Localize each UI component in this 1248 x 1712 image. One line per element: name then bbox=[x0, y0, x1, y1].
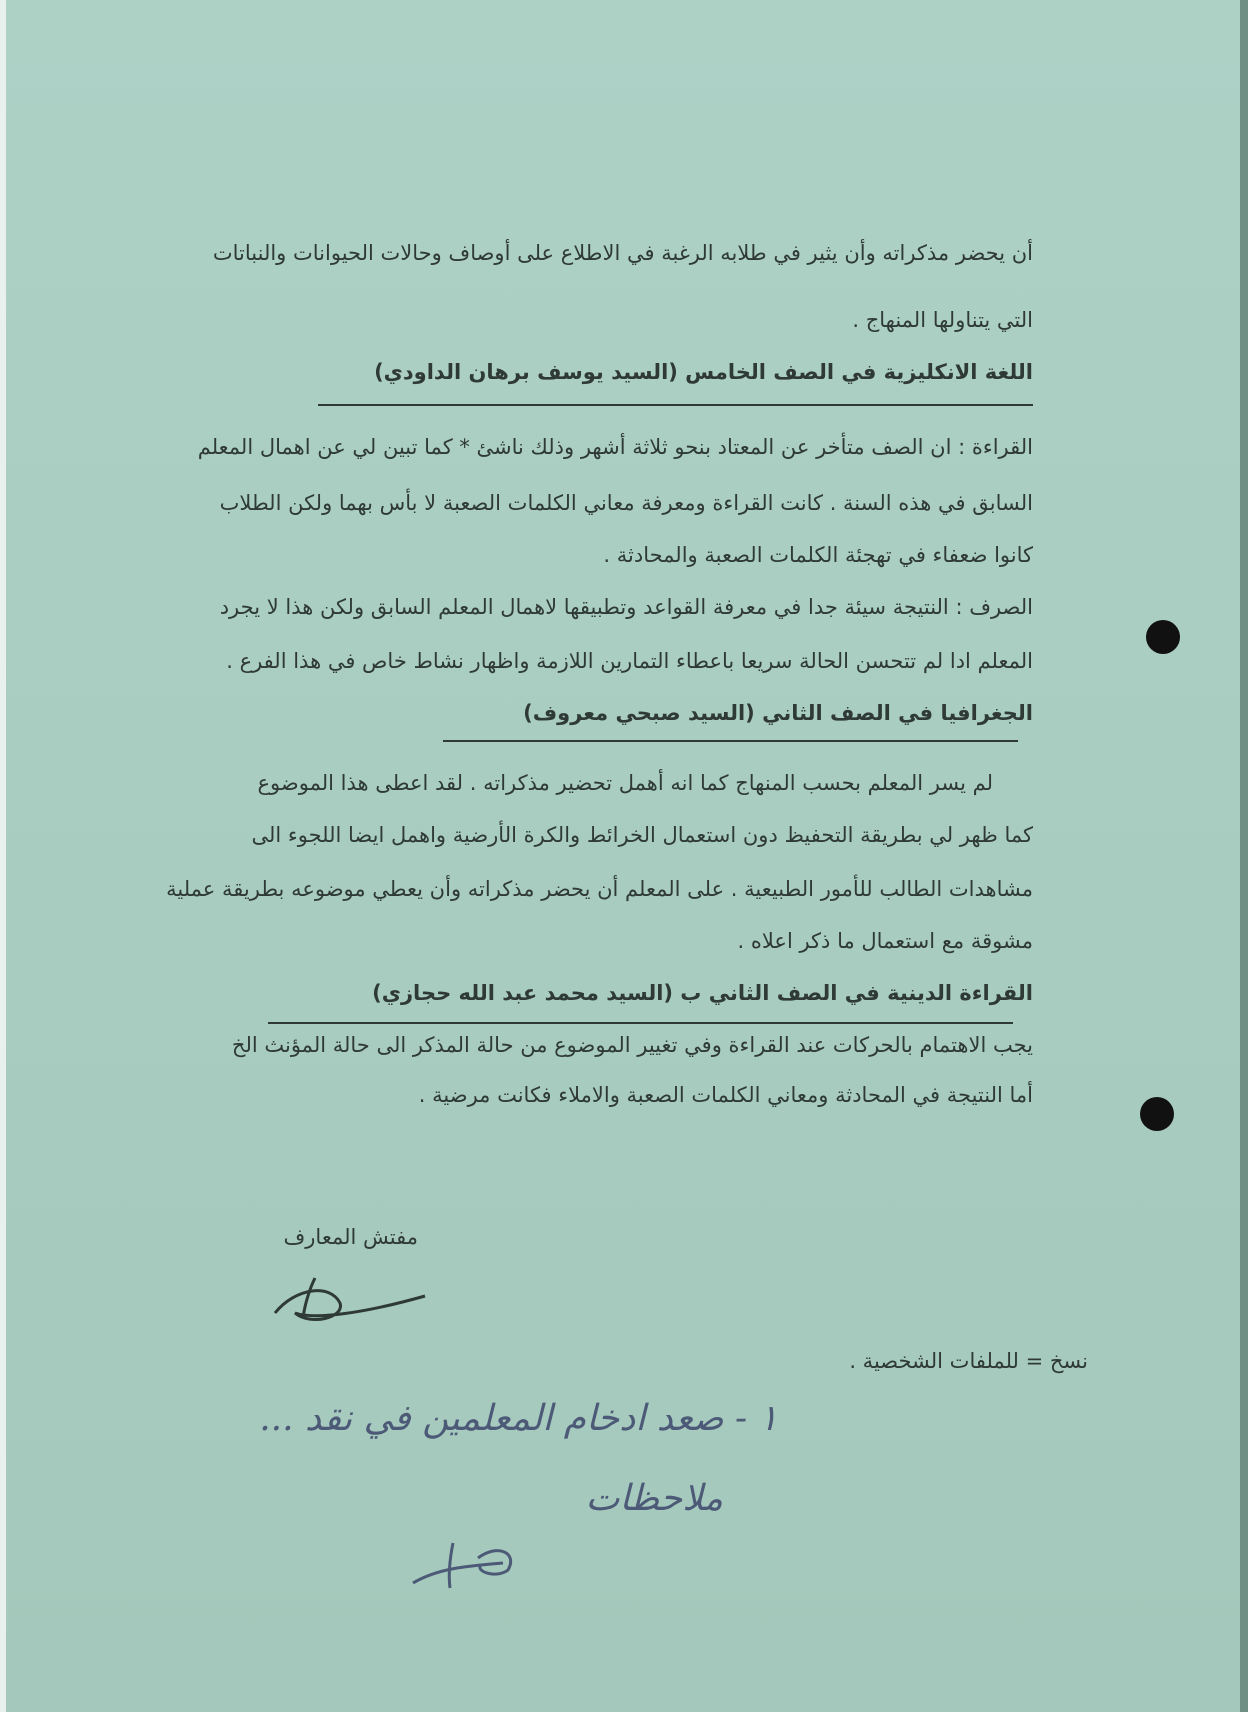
body-line-7: الصرف : النتيجة سيئة جدا في معرفة القواعد وتطبيقها لاهمال المعلم السابق ولكن هذا لا يجرد bbox=[219, 595, 1033, 619]
section-underline-english bbox=[318, 404, 1033, 406]
section-heading-geography: الجغرافيا في الصف الثاني (السيد صبحي معروف) bbox=[523, 701, 1033, 725]
body-line-8: المعلم ادا لم تتحسن الحالة سريعا باعطاء التمارين اللازمة واظهار نشاط خاص في هذا الفرع . bbox=[226, 649, 1033, 673]
inspector-signature bbox=[255, 1258, 430, 1338]
body-line-16: أما النتيجة في المحادثة ومعاني الكلمات الصعبة والاملاء فكانت مرضية . bbox=[418, 1083, 1033, 1107]
section-heading-english: اللغة الانكليزية في الصف الخامس (السيد يوسف برهان الداودي) bbox=[374, 360, 1033, 384]
body-line-11: كما ظهر لي بطريقة التحفيظ دون استعمال الخرائط والكرة الأرضية واهمل ايضا اللجوء الى bbox=[251, 823, 1033, 847]
body-line-1: أن يحضر مذكراته وأن يثير في طلابه الرغبة في الاطلاع على أوصاف وحالات الحيوانات والنباتات bbox=[212, 241, 1033, 265]
copy-distribution-note: نسخ = للملفات الشخصية . bbox=[849, 1349, 1088, 1373]
handwritten-note-line-2: ملاحظات bbox=[585, 1478, 723, 1519]
page-edge-right bbox=[1240, 0, 1248, 1712]
handwritten-note-line-1: ١ - صعد ادخام المعلمين في نقد ... bbox=[259, 1398, 778, 1439]
section-underline-geography bbox=[443, 740, 1018, 742]
body-line-15: يجب الاهتمام بالحركات عند القراءة وفي تغيير الموضوع من حالة المذكر الى حالة المؤنث الخ bbox=[231, 1033, 1033, 1057]
punch-hole-upper bbox=[1146, 620, 1180, 654]
page-edge-left bbox=[0, 0, 6, 1712]
body-line-2: التي يتناولها المنهاج . bbox=[852, 308, 1033, 332]
signature-title: مفتش المعارف bbox=[283, 1225, 418, 1249]
body-line-5: السابق في هذه السنة . كانت القراءة ومعرفة معاني الكلمات الصعبة لا بأس بهما ولكن الطلاب bbox=[219, 491, 1033, 515]
body-line-6: كانوا ضعفاء في تهجئة الكلمات الصعبة والمحادثة . bbox=[603, 543, 1033, 567]
body-line-4: القراءة : ان الصف متأخر عن المعتاد بنحو ثلاثة أشهر وذلك ناشئ * كما تبين لي عن اهمال المعلم bbox=[197, 435, 1033, 459]
body-line-13: مشوقة مع استعمال ما ذكر اعلاه . bbox=[737, 929, 1033, 953]
body-line-10: لم يسر المعلم بحسب المنهاج كما انه أهمل تحضير مذكراته . لقد اعطى هذا الموضوع bbox=[257, 771, 993, 795]
section-heading-religious: القراءة الدينية في الصف الثاني ب (السيد محمد عبد الله حجازي) bbox=[372, 981, 1033, 1005]
punch-hole-lower bbox=[1140, 1097, 1174, 1131]
section-underline-religious bbox=[268, 1022, 1013, 1024]
body-line-12: مشاهدات الطالب للأمور الطبيعية . على المعلم أن يحضر مذكراته وأن يعطي موضوعه بطريقة عملية bbox=[166, 877, 1033, 901]
handwritten-initials bbox=[408, 1528, 528, 1598]
